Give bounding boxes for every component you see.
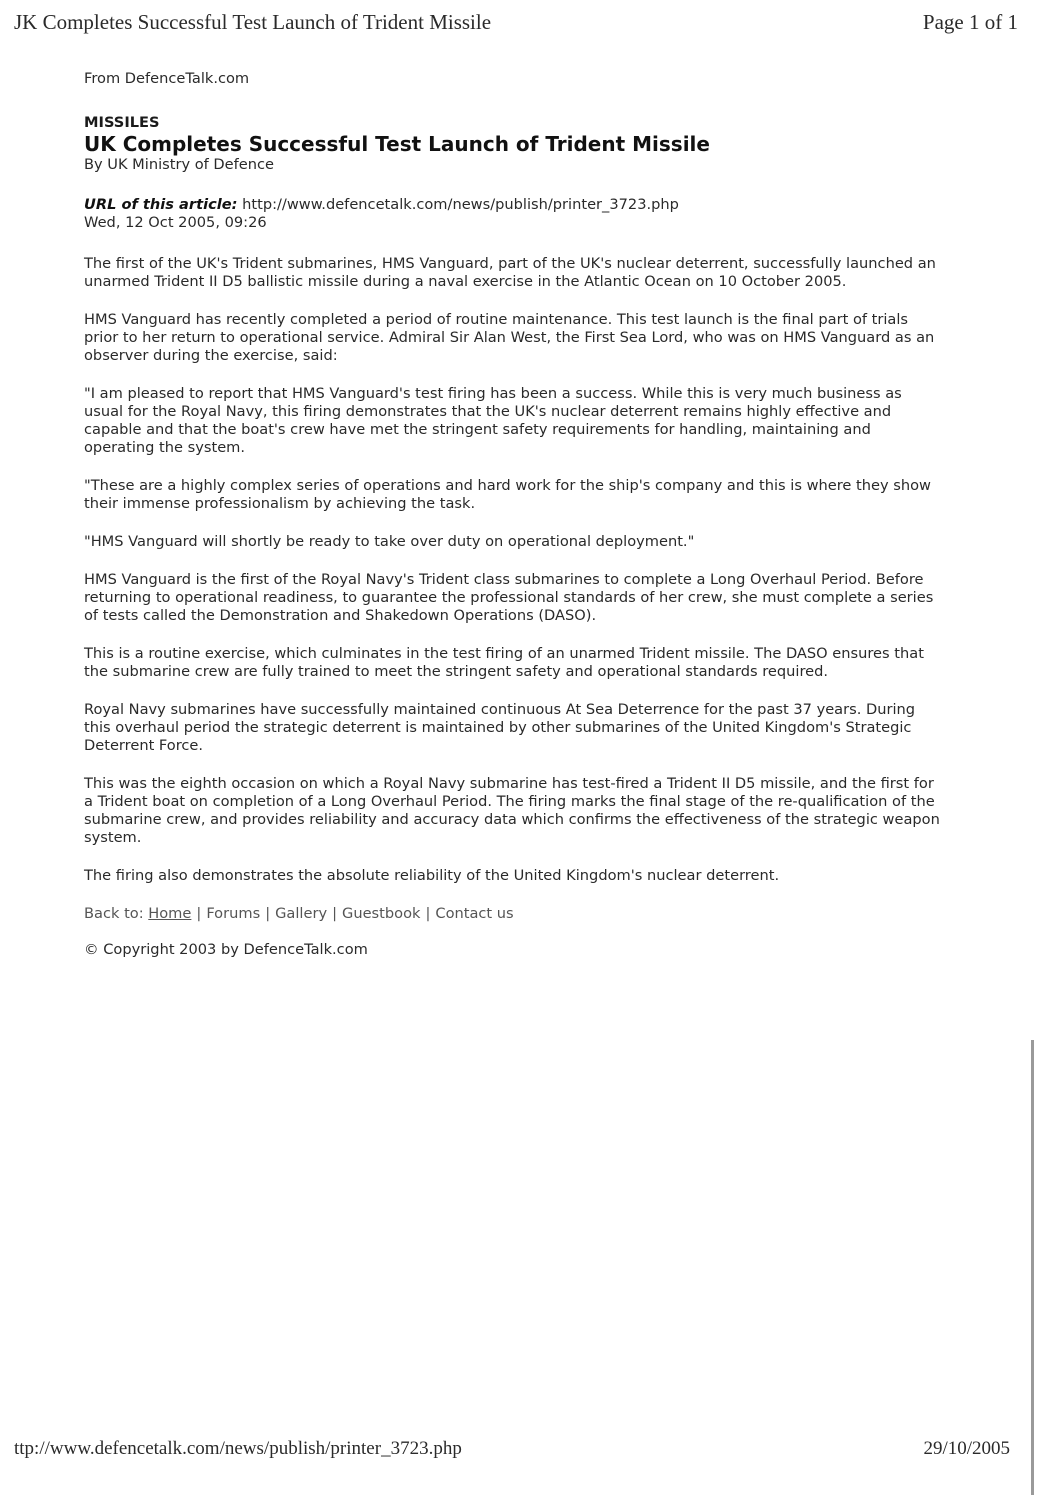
print-footer-url: ttp://www.defencetalk.com/news/publish/printer_3723.php xyxy=(14,1438,462,1459)
article-paragraph: "I am pleased to report that HMS Vanguard's test firing has been a success. While this is very much business as usual for the Royal Navy, this firing demonstrates that the UK's nuclear deterrent remains highly effective and capable and that the boat's crew have met the stringent safety requirements for handling, maintaining and operating the system. xyxy=(84,385,902,456)
article-byline: By UK Ministry of Defence xyxy=(84,156,275,173)
nav-separator: | xyxy=(332,905,338,922)
print-header-page-number: Page 1 of 1 xyxy=(922,10,1018,34)
nav-separator: | xyxy=(196,905,202,922)
article-section-label: MISSILES xyxy=(84,114,160,131)
article-url-label: URL of this article: xyxy=(84,196,238,213)
article-paragraph: "HMS Vanguard will shortly be ready to take over duty on operational deployment." xyxy=(84,533,695,550)
scan-edge-line xyxy=(1031,1040,1034,1495)
back-nav-label: Back to: xyxy=(84,905,144,922)
article-date: Wed, 12 Oct 2005, 09:26 xyxy=(84,214,267,231)
copyright-notice: © Copyright 2003 by DefenceTalk.com xyxy=(84,941,368,958)
article-paragraph: The first of the UK's Trident submarines, HMS Vanguard, part of the UK's nuclear deterrent, successfully launched an unarmed Trident II D5 ballistic missile during a naval exercise in the Atlantic Ocean on 10 October 2005. xyxy=(84,255,936,290)
article-url-line xyxy=(84,196,944,214)
article xyxy=(84,70,944,959)
article-source: From DefenceTalk.com xyxy=(84,70,250,87)
nav-link-home[interactable]: Home xyxy=(148,905,192,922)
nav-separator: | xyxy=(425,905,431,922)
article-paragraph: This was the eighth occasion on which a Royal Navy submarine has test-fired a Trident II D5 missile, and the first for a Trident boat on completion of a Long Overhaul Period. The firing marks the final stage of the re-qualification of the submarine crew, and provides reliability and accuracy data which confirms the effectiveness of the strategic weapon system. xyxy=(84,775,940,846)
nav-link-contact-us[interactable]: Contact us xyxy=(435,905,514,922)
article-paragraph: Royal Navy submarines have successfully maintained continuous At Sea Deterrence for the past 37 years. During this overhaul period the strategic deterrent is maintained by other submarines of the United Kingdom's Strategic Deterrent Force. xyxy=(84,701,916,754)
article-paragraph: This is a routine exercise, which culminates in the test firing of an unarmed Trident missile. The DASO ensures that the submarine crew are fully trained to meet the stringent safety and operational standards required. xyxy=(84,645,924,680)
nav-link-gallery[interactable]: Gallery xyxy=(275,905,328,922)
nav-link-forums[interactable]: Forums xyxy=(206,905,261,922)
article-headline: UK Completes Successful Test Launch of Trident Missile xyxy=(84,132,710,156)
nav-separator: | xyxy=(265,905,271,922)
print-header-title: JK Completes Successful Test Launch of Trident Missile xyxy=(14,10,492,34)
print-footer-date: 29/10/2005 xyxy=(923,1438,1010,1459)
article-paragraph: HMS Vanguard is the first of the Royal Navy's Trident class submarines to complete a Long Overhaul Period. Before returning to operational readiness, to guarantee the professional standards of her crew, she must complete a series of tests called the Demonstration and Shakedown Operations (DASO). xyxy=(84,571,934,624)
article-url: http://www.defencetalk.com/news/publish/printer_3723.php xyxy=(242,196,679,213)
article-paragraph: "These are a highly complex series of operations and hard work for the ship's company and this is where they show their immense professionalism by achieving the task. xyxy=(84,477,931,512)
article-paragraph: The firing also demonstrates the absolute reliability of the United Kingdom's nuclear deterrent. xyxy=(84,867,780,884)
article-paragraph: HMS Vanguard has recently completed a period of routine maintenance. This test launch is the final part of trials prior to her return to operational service. Admiral Sir Alan West, the First Sea Lord, who was on HMS Vanguard as an observer during the exercise, said: xyxy=(84,311,935,364)
nav-link-guestbook[interactable]: Guestbook xyxy=(342,905,421,922)
back-navigation xyxy=(84,905,944,923)
